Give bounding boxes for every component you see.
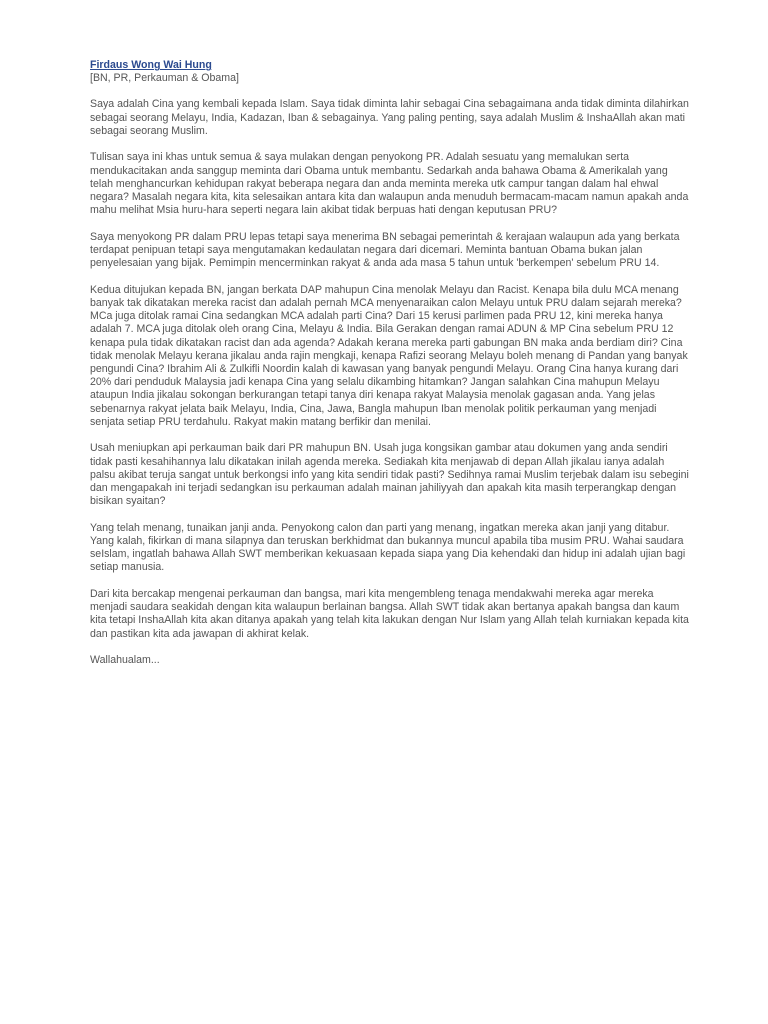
paragraph-accept-bn: Saya menyokong PR dalam PRU lepas tetapi saya menerima BN sebagai pemerintah & kerajaan walaupun ada yang berkata terdapat penipuan tetapi saya mengutamakan kedaulatan negara dari dicemari. Meminta bantuan Obama bukan jalan penyelesaian yang bijak. Pemimpin mencerminkan rakyat & anda ada masa 5 tahun untuk 'berkempen' sebelum PRU 14. [90, 230, 680, 270]
paragraph-intro: Saya adalah Cina yang kembali kepada Islam. Saya tidak diminta lahir sebagai Cina sebagaimana anda tidak diminta dilahirkan sebagai seorang Melayu, India, Kadazan, Iban & sebagainya. Yang paling penting, saya adalah Muslim & InshaAllah akan mati sebagai seorang Muslim. [90, 98, 689, 137]
paragraph-to-bn: Kedua ditujukan kepada BN, jangan berkata DAP mahupun Cina menolak Melayu dan Racist. Kenapa bila dulu MCA menang banyak tak dikatakan mereka racist dan adalah pernah MCA menyenaraikan calon Melayu untuk PRU dalam sejarah mereka? MCa juga ditolak ramai Cina sedangkan MCA adalah parti Cina? Dari 15 kerusi parlimen pada PRU 12, kini mereka hanya adalah 7. MCA juga ditolak oleh orang Cina, Melayu & India. Bila Gerakan dengan ramai ADUN & MP Cina sebelum PRU 12 kenapa pula tidak dikatakan racist dan ada agenda? Adakah kerana mereka parti gabungan BN maka anda berdiam diri? Cina tidak menolak Melayu kerana jikalau anda rajin mengkaji, kenapa Rafizi seorang Melayu boleh menang di Pandan yang banyak pengundi Cina? Ibrahim Ali & Zulkifli Noordin kalah di kawasan yang banyak pengundi Melayu. Orang Cina hanya kurang dari 20% dari penduduk Malaysia jadi kenapa Cina yang selalu dikambing hitamkan? Jangan salahkan Cina mahupun Melayu ataupun India jikalau sokongan berkurangan tetapi tanya diri kenapa rakyat Malaysia menolak gagasan anda. Yang jelas sebenarnya rakyat jelata baik Melayu, India, Cina, Jawa, Bangla mahupun Iban menolak politik perkauman yang menjadi senjata setiap PRU terdahulu. Rakyat makin matang berfikir dan menilai. [90, 283, 688, 428]
author-link[interactable]: Firdaus Wong Wai Hung [90, 59, 212, 71]
document-page [90, 59, 690, 681]
paragraph-racial-issues: Usah meniupkan api perkauman baik dari PR mahupun BN. Usah juga kongsikan gambar atau dokumen yang anda sendiri tidak pasti kesahihannya lalu dikatakan inilah agenda mereka. Sediakah kita menjawab di depan Allah jikalau ianya adalah palsu akibat teruja sangat untuk berkongsi info yang kita sendiri tidak pasti? Sedihnya ramai Muslim terjebak dalam isu sebegini dan mengapakah ini terjadi sedangkan isu perkauman adalah mainan jahiliyyah dan apakah kita masih terperangkap dengan bisikan syaitan? [90, 442, 689, 508]
paragraph-pr-supporters: Tulisan saya ini khas untuk semua & saya mulakan dengan penyokong PR. Adalah sesuatu yang memalukan serta mendukacitakan anda sanggup meminta dari Obama untuk membantu. Sedarkah anda bahawa Obama & Amerikalah yang telah menghancurkan kehidupan rakyat beberapa negara dan anda meminta mereka utk campur tangan dalam hal ehwal negara? Masalah negara kita, kita selesaikan antara kita dan walaupun anda menuduh bermacam-macam namun apakah anda mahu melihat Msia huru-hara seperti negara lain akibat tidak berpuas hati dengan keputusan PRU? [90, 151, 689, 217]
paragraph-winners-losers: Yang telah menang, tunaikan janji anda. Penyokong calon dan parti yang menang, ingatkan mereka akan janji yang ditabur. Yang kalah, fikirkan di mana silapnya dan teruskan berkhidmat dan bukannya muncul apabila tiba musim PRU. Wahai saudara seIslam, ingatlah bahawa Allah SWT memberikan kekuasaan kepada siapa yang Dia kehendaki dan hidup ini adalah ujian bagi setiap manusia. [90, 521, 686, 574]
post-tags: [BN, PR, Perkauman & Obama] [90, 72, 239, 85]
paragraph-dakwah: Dari kita bercakap mengenai perkauman dan bangsa, mari kita mengembleng tenaga mendakwahi mereka agar mereka menjadi saudara seakidah dengan kita walaupun berlainan bangsa. Allah SWT tidak akan bertanya apakah bangsa dan kaum kita tetapi InshaAllah kita akan ditanya apakah yang telah kita lakukan dengan Nur Islam yang Allah telah kurniakan kepada kita dan pastikan kita ada jawapan di akhirat kelak. [90, 588, 689, 640]
paragraph-closing: Wallahualam... [90, 654, 160, 667]
